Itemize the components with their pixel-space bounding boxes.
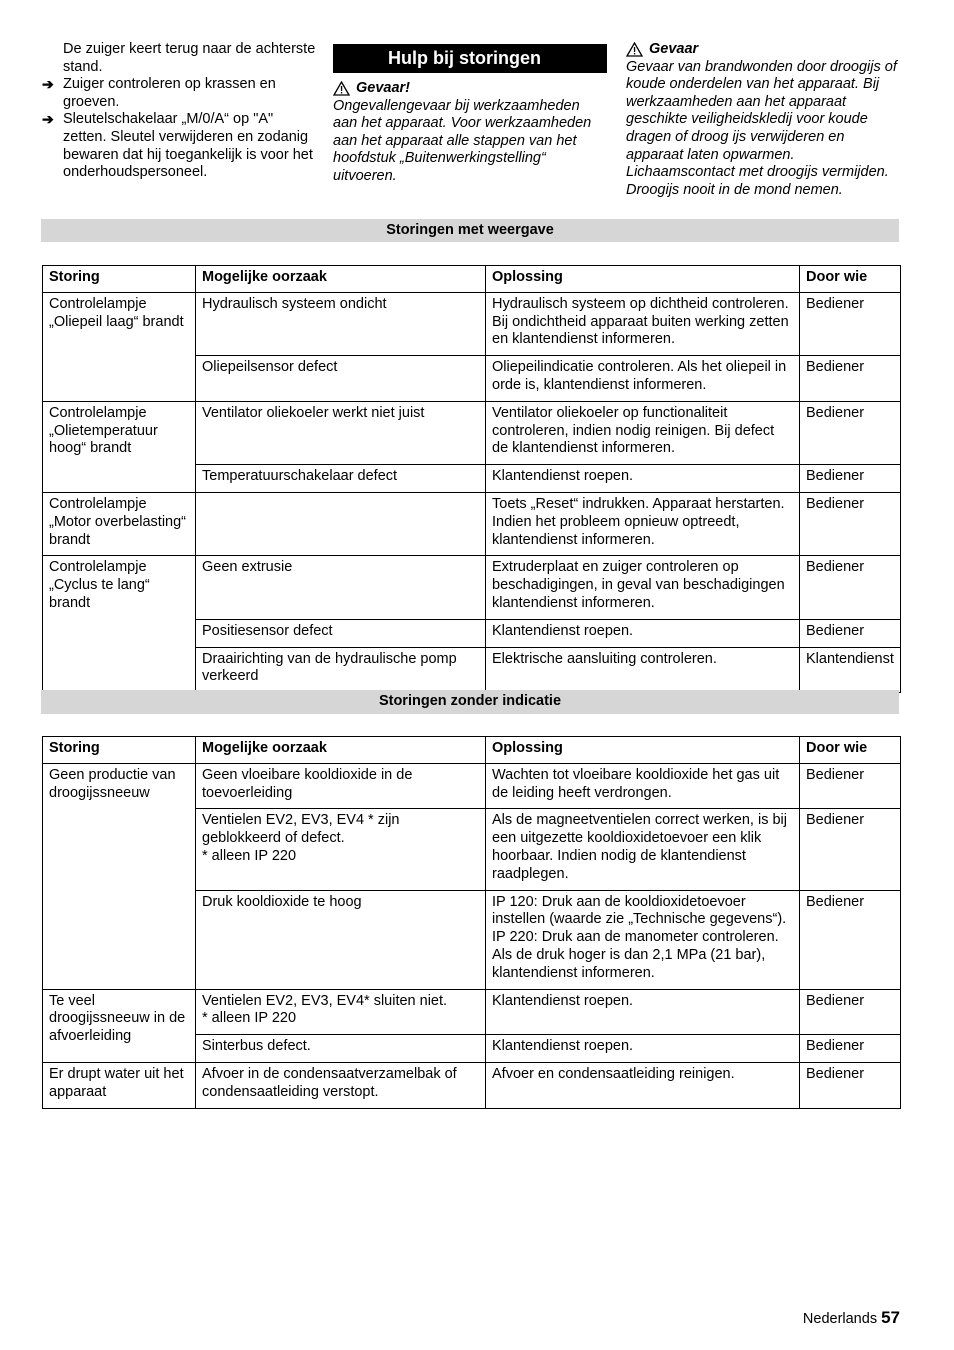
cell-oorzaak: Temperatuurschakelaar defect xyxy=(196,465,486,493)
cell-oplossing: Elektrische aansluiting controleren. xyxy=(486,647,800,693)
table-row xyxy=(43,1062,901,1108)
cell-oplossing: Toets „Reset“ indrukken. Apparaat herstarten. Indien het probleem opnieuw optreedt, klantendienst informeren. xyxy=(486,492,800,555)
cell-door-wie: Bediener xyxy=(800,292,901,355)
cell-oplossing: Als de magneetventielen correct werken, is bij een uitgezette kooldioxidetoevoer een klik hoorbaar. Indien nodig de klantendienst raadplegen. xyxy=(486,809,800,890)
cell-storing: Controlelampje „Olietemperatuur hoog“ brandt xyxy=(43,401,196,492)
cell-storing: Controlelampje „Motor overbelasting“ brandt xyxy=(43,492,196,555)
table-header-row xyxy=(43,737,901,764)
header-oorzaak: Mogelijke oorzaak xyxy=(196,266,486,293)
cell-oorzaak xyxy=(196,492,486,555)
warning-title-text: Gevaar xyxy=(649,41,699,57)
cell-oplossing: Klantendienst roepen. xyxy=(486,1035,800,1063)
cell-oplossing: Oliepeilindicatie controleren. Als het oliepeil in orde is, klantendienst informeren. xyxy=(486,356,800,402)
cell-door-wie: Bediener xyxy=(800,619,901,647)
header-oplossing: Oplossing xyxy=(486,737,800,764)
cell-door-wie: Bediener xyxy=(800,556,901,619)
section-title: Hulp bij storingen xyxy=(333,44,607,73)
intro-step-text: Sleutelschakelaar „M/0/A“ op "A" zetten. Sleutel verwijderen en zodanig bewaren dat hij toegankelijk is voor het onderhoudspersoneel. xyxy=(63,111,313,181)
table-header-row xyxy=(43,266,901,293)
table-row xyxy=(43,492,901,555)
cell-door-wie: Bediener xyxy=(800,1035,901,1063)
intro-step xyxy=(42,76,316,111)
warning-title xyxy=(333,80,607,98)
cell-oorzaak: Afvoer in de condensaatverzamelbak of condensaatleiding verstopt. xyxy=(196,1062,486,1108)
warning-triangle-icon xyxy=(333,81,350,96)
section-column xyxy=(333,41,607,186)
header-door-wie: Door wie xyxy=(800,266,901,293)
cell-oorzaak: Positiesensor defect xyxy=(196,619,486,647)
cell-storing: Te veel droogijssneeuw in de afvoerleiding xyxy=(43,989,196,1062)
cell-door-wie: Bediener xyxy=(800,465,901,493)
cell-door-wie: Bediener xyxy=(800,809,901,890)
cell-oorzaak: Geen extrusie xyxy=(196,556,486,619)
troubleshooting-table-with-display xyxy=(42,265,901,693)
cell-oplossing: Afvoer en condensaatleiding reinigen. xyxy=(486,1062,800,1108)
cell-oorzaak: Ventielen EV2, EV3, EV4* sluiten niet. * alleen IP 220 xyxy=(196,989,486,1035)
cell-oorzaak: Geen vloeibare kooldioxide in de toevoerleiding xyxy=(196,763,486,809)
warning-text: Gevaar van brandwonden door droogijs of koude onderdelen van het apparaat. Bij werkzaamheden aan het apparaat geschikte veiligheidskledij voor koude dragen of droog ijs verwijderen en apparaat laten opwarmen. Lichaamscontact met droogijs vermijden. Droogijs nooit in de mond nemen. xyxy=(626,58,897,198)
cell-storing: Controlelampje „Cyclus te lang“ brandt xyxy=(43,556,196,693)
table-row xyxy=(43,556,901,619)
cell-oorzaak: Druk kooldioxide te hoog xyxy=(196,890,486,989)
page-number: 57 xyxy=(881,1308,900,1327)
table-row xyxy=(43,401,901,464)
table-row xyxy=(43,989,901,1035)
cell-oplossing: IP 120: Druk aan de kooldioxidetoevoer instellen (waarde zie „Technische gegevens“). IP 220: Druk aan de manometer controleren. Als de druk hoger is dan 2,1 MPa (21 bar), klantendienst informeren. xyxy=(486,890,800,989)
cell-door-wie: Bediener xyxy=(800,401,901,464)
cell-door-wie: Bediener xyxy=(800,989,901,1035)
warning-text: Ongevallengevaar bij werkzaamheden aan het apparaat. Voor werkzaamheden aan het apparaat alle stappen van het hoofdstuk „Buitenwerkingstelling“ uitvoeren. xyxy=(333,97,592,184)
cell-oorzaak: Hydraulisch systeem ondicht xyxy=(196,292,486,355)
intro-continuation: De zuiger keert terug naar de achterste stand. xyxy=(63,41,316,75)
cell-oorzaak: Ventielen EV2, EV3, EV4 * zijn geblokkeerd of defect. * alleen IP 220 xyxy=(196,809,486,890)
arrow-icon: ➔ xyxy=(42,76,54,93)
cell-oplossing: Klantendienst roepen. xyxy=(486,465,800,493)
cell-door-wie: Klantendienst xyxy=(800,647,901,693)
table-row xyxy=(43,292,901,355)
cell-oplossing: Ventilator oliekoeler op functionaliteit controleren, indien nodig reinigen. Bij defect de klantendienst informeren. xyxy=(486,401,800,464)
cell-oplossing: Klantendienst roepen. xyxy=(486,619,800,647)
cell-storing: Controlelampje „Oliepeil laag“ brandt xyxy=(43,292,196,401)
cell-oorzaak: Ventilator oliekoeler werkt niet juist xyxy=(196,401,486,464)
header-oplossing: Oplossing xyxy=(486,266,800,293)
cell-door-wie: Bediener xyxy=(800,1062,901,1108)
cell-storing: Er drupt water uit het apparaat xyxy=(43,1062,196,1108)
cell-oorzaak: Oliepeilsensor defect xyxy=(196,356,486,402)
intro-column xyxy=(42,41,316,182)
table2-band-title: Storingen zonder indicatie xyxy=(41,690,899,714)
table1-band-title: Storingen met weergave xyxy=(41,219,899,242)
cell-oplossing: Extruderplaat en zuiger controleren op beschadigingen, in geval van beschadigingen klantendienst informeren. xyxy=(486,556,800,619)
header-storing: Storing xyxy=(43,737,196,764)
intro-step-text: Zuiger controleren op krassen en groeven. xyxy=(63,76,276,110)
header-oorzaak: Mogelijke oorzaak xyxy=(196,737,486,764)
cell-storing: Geen productie van droogijssneeuw xyxy=(43,763,196,989)
arrow-icon: ➔ xyxy=(42,111,54,128)
cell-oplossing: Wachten tot vloeibare kooldioxide het gas uit de leiding heeft verdrongen. xyxy=(486,763,800,809)
cell-oplossing: Hydraulisch systeem op dichtheid controleren. Bij ondichtheid apparaat buiten werking zetten en klantendienst informeren. xyxy=(486,292,800,355)
warning-column xyxy=(626,41,902,199)
troubleshooting-table-without-indication xyxy=(42,736,901,1109)
cell-door-wie: Bediener xyxy=(800,356,901,402)
cell-door-wie: Bediener xyxy=(800,492,901,555)
warning-title-text: Gevaar! xyxy=(356,80,411,96)
cell-oorzaak: Draairichting van de hydraulische pomp verkeerd xyxy=(196,647,486,693)
cell-door-wie: Bediener xyxy=(800,890,901,989)
table-row xyxy=(43,763,901,809)
warning-triangle-icon xyxy=(626,42,643,57)
footer-language: Nederlands xyxy=(802,1311,878,1327)
header-storing: Storing xyxy=(43,266,196,293)
page-footer xyxy=(803,1309,900,1329)
header-door-wie: Door wie xyxy=(800,737,901,764)
cell-oorzaak: Sinterbus defect. xyxy=(196,1035,486,1063)
warning-title xyxy=(626,41,902,59)
intro-step xyxy=(42,111,316,181)
cell-door-wie: Bediener xyxy=(800,763,901,809)
cell-oplossing: Klantendienst roepen. xyxy=(486,989,800,1035)
